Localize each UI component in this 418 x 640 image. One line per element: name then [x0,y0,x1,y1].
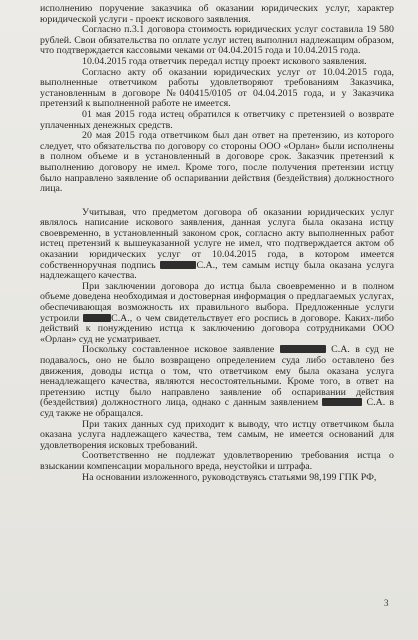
paragraph-7-start: Учитывая, что предметом договора об оказании юридических услуг являлось написание искового заявления, данная услуга была оказана истцу своевременно, в установленный законом срок, согласно акту выполненных работ истец претензий к вышеуказанной услуге не имел, что подтверждается актом об оказании юридических услуг от 10.04.2015 года, в котором имеется собственноручная подпись [40,206,394,271]
redaction-mark [83,314,111,322]
page-number: 3 [384,598,389,608]
paragraph-12: На основании изложенного, руководствуясь статьями 98,199 ГПК РФ, [82,471,377,483]
paragraph-8-end: С.А., о чем свидетельствует его роспись в договоре. Каких-либо действий к понуждению истца к заключению договора сотрудниками ООО «Орлан» суд не усматривает. [40,312,394,345]
paragraph-9-start: Поскольку составленное исковое заявление [82,344,275,356]
document-body [40,4,394,483]
paragraph-4: Согласно акту об оказании юридических услуг от 10.04.2015 года, выполненные ответчиком работы удовлетворяют требованиям Заказчика, установленным в договоре №040415/0105 от 04.04.2015 года, и у Заказчика претензий к выполненной работе не имеется. [40,66,394,110]
paragraph-8-start: При заключении договора до истца была своевременно и в полном объеме доведена необходимая и достоверная информация о предлагаемых услугах, обеспечивающая возможность их правильного выбора. Предложенные услуги устроили [40,280,394,324]
paragraph-9 [40,345,394,419]
paragraph-6: 20 мая 2015 года ответчиком был дан ответ на претензию, из которого следует, что обязательства по договору со стороны ООО «Орлан» были исполнены в полном объеме и в установленный в договоре срок. Заказчик претензий к выполнению договору не имел. Кроме того, после получения претензии истцу было направлено заявление об оспаривании действия (бездействия) должностного лица. [40,130,394,195]
redaction-mark [160,261,196,269]
redaction-mark [322,398,362,406]
paragraph-9-end: С.А. в суд также не обращался. [40,397,394,419]
paragraph-3: 10.04.2015 года ответчик передал истцу проект искового заявления. [82,55,367,67]
paragraph-7-end: С.А., тем самым истцу была оказана услуга надлежащего качества. [40,259,394,282]
paragraph-5: 01 мая 2015 года истец обратился к ответчику с претензией о возврате уплаченных денежных средств. [40,108,394,131]
redaction-mark [280,345,326,353]
paragraph-2: Согласно п.3.1 договора стоимость юридических услуг составила 19 580 рублей. Свои обязательства по оплате услуг истец выполнил надлежащим образом, что подтверждается кассовыми чеками от 04.04.2015 года и 10.04.2015 года. [40,24,394,57]
paragraph-1: исполнению поручение заказчика об оказании юридических услуг, характер юридической услуги - проект искового заявления. [40,3,394,25]
paragraph-10: При таких данных суд приходит к выводу, что истцу ответчиком была оказана услуга надлежащего качества, тем самым, не имеется оснований для удовлетворения исковых требований. [40,418,394,451]
paragraph-9-middle: С.А. в суд не подавалось, оно не было возвращено определением суда либо оставлено без движения, доводы истца о том, что ответчиком ему была оказана услуга ненадлежащего качества, являются несостоятельными. Кроме того, в ответ на претензию истцу было направлено заявление об оспаривании действия (бездействия) должностного лица, однако с данным заявлением [40,344,395,409]
paragraph-11: Соответственно не подлежат удовлетворению требования истца о взыскании компенсации морального вреда, неустойки и штрафа. [40,450,394,472]
paragraph-8 [40,282,394,346]
paragraph-7 [40,208,394,282]
